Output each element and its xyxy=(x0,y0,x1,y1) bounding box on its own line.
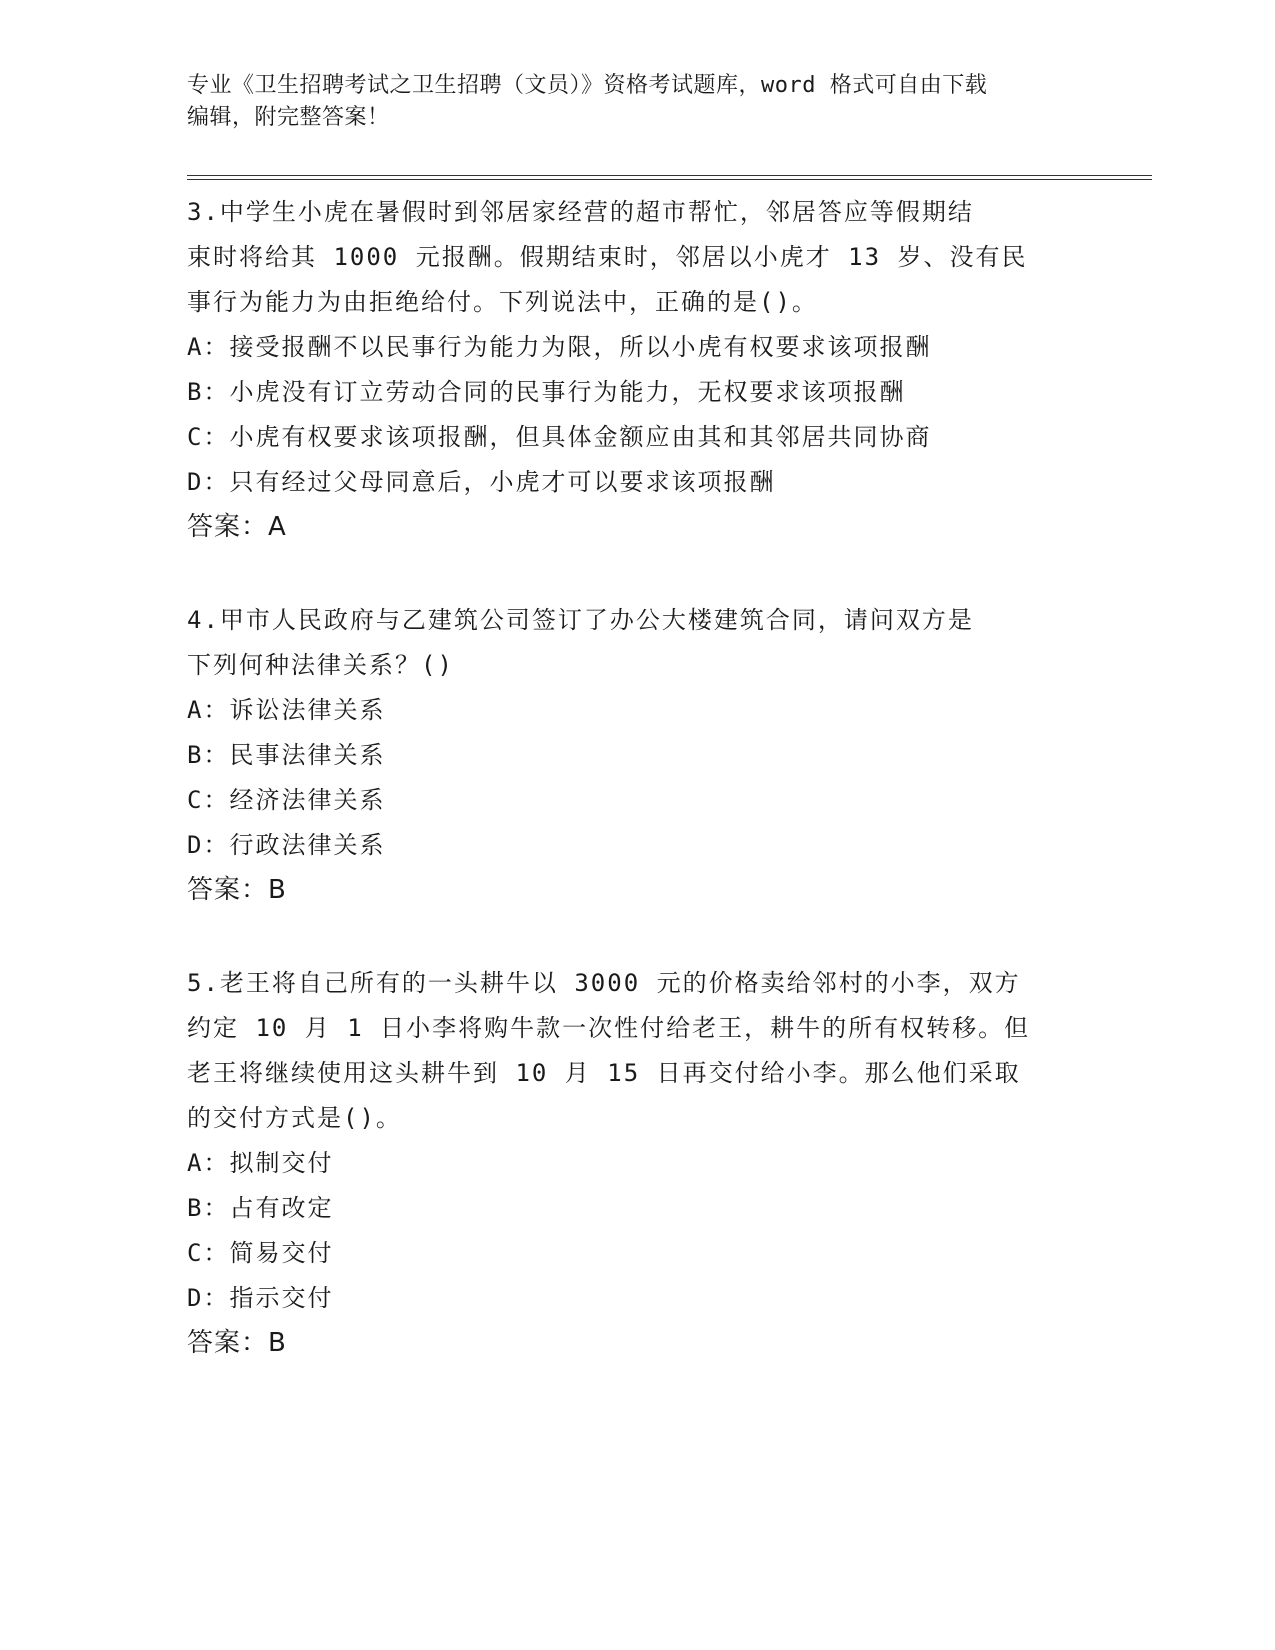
question-text-line: 事行为能力为由拒绝给付。下列说法中，正确的是()。 xyxy=(187,288,818,316)
document-header xyxy=(187,70,1087,134)
header-divider xyxy=(187,175,1152,180)
option-b: B：民事法律关系 xyxy=(187,741,386,769)
question-text-line: 老王将继续使用这头耕牛到 10 月 15 日再交付给小李。那么他们采取 xyxy=(187,1059,1021,1087)
option-b: B：占有改定 xyxy=(187,1194,334,1222)
option-d: D：指示交付 xyxy=(187,1284,334,1312)
question-5 xyxy=(187,961,1087,1366)
question-text-line: 4.甲市人民政府与乙建筑公司签订了办公大楼建筑合同，请问双方是 xyxy=(187,606,974,634)
option-a: A：拟制交付 xyxy=(187,1149,334,1177)
question-text-line: 下列何种法律关系？() xyxy=(187,651,454,679)
option-b: B：小虎没有订立劳动合同的民事行为能力，无权要求该项报酬 xyxy=(187,378,906,406)
question-text-line: 5.老王将自己所有的一头耕牛以 3000 元的价格卖给邻村的小李，双方 xyxy=(187,969,1021,997)
answer-label: 答案：A xyxy=(187,512,287,542)
option-c: C：小虎有权要求该项报酬，但具体金额应由其和其邻居共同协商 xyxy=(187,423,932,451)
question-4 xyxy=(187,598,1087,913)
header-line-1: 专业《卫生招聘考试之卫生招聘（文员）》资格考试题库，word 格式可自由下载 xyxy=(187,73,988,98)
question-3 xyxy=(187,190,1087,550)
option-c: C：简易交付 xyxy=(187,1239,334,1267)
header-line-2: 编辑，附完整答案！ xyxy=(187,105,390,130)
option-a: A：诉讼法律关系 xyxy=(187,696,386,724)
question-list xyxy=(187,190,1087,1414)
option-c: C：经济法律关系 xyxy=(187,786,386,814)
option-a: A：接受报酬不以民事行为能力为限，所以小虎有权要求该项报酬 xyxy=(187,333,932,361)
option-d: D：行政法律关系 xyxy=(187,831,386,859)
answer-label: 答案：B xyxy=(187,875,287,905)
question-text-line: 约定 10 月 1 日小李将购牛款一次性付给老王，耕牛的所有权转移。但 xyxy=(187,1014,1031,1042)
option-d: D：只有经过父母同意后，小虎才可以要求该项报酬 xyxy=(187,468,776,496)
answer-label: 答案：B xyxy=(187,1328,287,1358)
question-text-line: 束时将给其 1000 元报酬。假期结束时，邻居以小虎才 13 岁、没有民 xyxy=(187,243,1028,271)
question-text-line: 的交付方式是()。 xyxy=(187,1104,402,1132)
question-text-line: 3.中学生小虎在暑假时到邻居家经营的超市帮忙，邻居答应等假期结 xyxy=(187,198,974,226)
